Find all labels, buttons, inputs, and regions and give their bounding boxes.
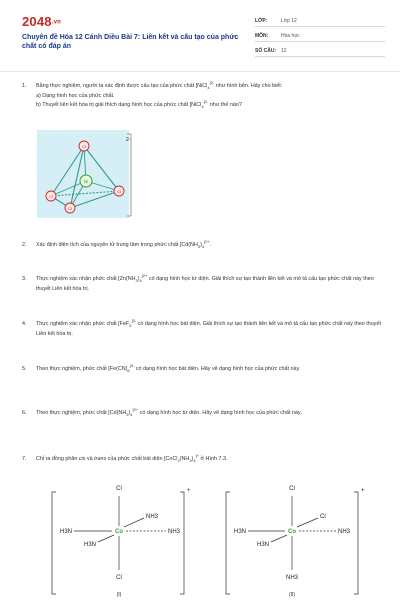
svg-text:H3N: H3N bbox=[256, 542, 269, 548]
isomer-label-ii: (II) bbox=[288, 592, 296, 598]
svg-text:Cl: Cl bbox=[82, 144, 86, 149]
document-title: Chuyên đề Hóa 12 Cánh Diều Bài 7: Liên kết và cấu tạo của phức chất có đáp án bbox=[22, 34, 239, 50]
svg-text:NH3: NH3 bbox=[146, 514, 159, 520]
cobalt-isomers-figure bbox=[30, 478, 375, 600]
svg-text:H3N: H3N bbox=[233, 529, 246, 535]
svg-text:Cl: Cl bbox=[49, 194, 53, 199]
meta-class: LỚP: Lớp 12 bbox=[255, 15, 385, 27]
question-4: 4. Thực nghiệm xác nhận phức chất [FeF$_6^{]3-}$ có dạng hình học bát diện. Giải thích sự tạo thành liên kết và mô tả cấu tạo phức chất này theo thuyết Liên kết hóa trị. bbox=[22, 318, 381, 337]
question-2: 2. Xác định điện tích của nguyên tử trung tâm trong phức chất [$Cd(NH_3)_4^{]2+}$. bbox=[22, 239, 212, 250]
isomer-label-i: (I) bbox=[116, 592, 122, 598]
svg-text:Cl: Cl bbox=[68, 206, 72, 211]
tetrahedral-nicl4-figure bbox=[37, 130, 135, 218]
header-divider bbox=[0, 71, 400, 72]
question-1: 1. Bằng thực nghiệm, người ta xác định được cấu tạo của phức chất [NiCl$_4^{]2-}$ như hình bên. Hãy cho biết: a) Dạng hình học của phức chất. b) Thuyết liên kết hóa trị giải thích dạng hình học của phức chất [NiCl$_4^{]2-}$ như thế nào? bbox=[22, 80, 283, 110]
svg-text:Co: Co bbox=[288, 529, 296, 535]
isomer-i-structure bbox=[52, 486, 191, 598]
isomer-ii-structure bbox=[226, 486, 365, 598]
svg-text:Cl: Cl bbox=[116, 486, 122, 492]
svg-text:Cl: Cl bbox=[289, 486, 295, 492]
svg-text:Ni: Ni bbox=[83, 179, 89, 184]
svg-text:NH3: NH3 bbox=[285, 575, 299, 581]
svg-text:H3N: H3N bbox=[59, 529, 72, 535]
question-6: 6. Theo thực nghiệm, phức chất [$Cd(NH_3)_4^{]2+}$ có dạng hình học tứ diện. Hãy vẽ dạng hình học của phức chất này. bbox=[22, 407, 302, 418]
charge-label: 2- bbox=[126, 137, 131, 143]
svg-text:NH3: NH3 bbox=[338, 529, 351, 535]
svg-text:H3N: H3N bbox=[83, 542, 96, 548]
svg-text:Co: Co bbox=[115, 529, 123, 535]
svg-text:+: + bbox=[187, 488, 191, 494]
svg-text:NH3: NH3 bbox=[168, 529, 181, 535]
svg-text:Cl: Cl bbox=[116, 575, 122, 581]
svg-text:Cl: Cl bbox=[117, 189, 121, 194]
meta-subject: MÔN: Hóa học bbox=[255, 30, 385, 42]
svg-text:Cl: Cl bbox=[320, 514, 326, 520]
svg-text:+: + bbox=[361, 488, 365, 494]
question-7: 7. Chỉ ra đồng phân cis và trans của phức chất bát diện [$CoCl_2(NH_3)_4^{]+}$ ở Hình 7.3. bbox=[22, 453, 228, 464]
question-3: 3. Thực nghiệm xác nhận phức chất [$Zn(NH_3)_4^{]2+}$ có dạng hình học tứ diện. Giải thích sự tạo thành liên kết và mô tả cấu tạo phức chất này theo thuyết Liên kết hóa trị. bbox=[22, 273, 374, 292]
question-5: 5. Theo thực nghiệm, phức chất [$Fe(CN)_6^{]3-}$ có dạng hình học bát diện. Hãy vẽ dạng hình học của phức chất này. bbox=[22, 363, 301, 374]
document-meta bbox=[255, 15, 385, 60]
site-logo[interactable]: 2048.vn bbox=[22, 14, 62, 29]
page-header bbox=[0, 0, 400, 70]
meta-question-count: SỐ CÂU: 12 bbox=[255, 45, 385, 57]
